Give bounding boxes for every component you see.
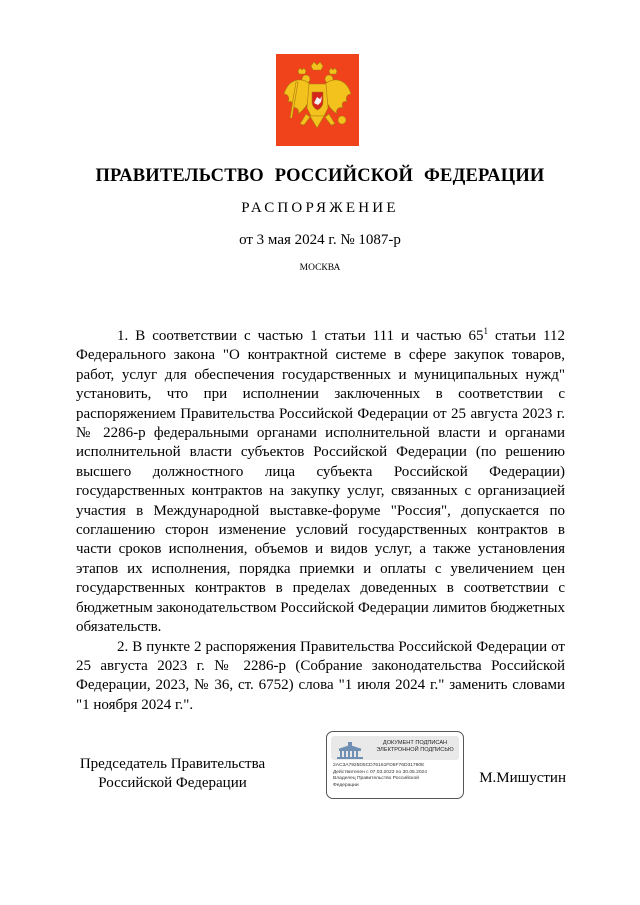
document-city: МОСКВА [299, 263, 341, 273]
russian-coat-of-arms-icon [276, 54, 359, 146]
signatory-position-line-1: Председатель Правительства [79, 756, 266, 772]
stamp-title-line-2: ЭЛЕКТРОННОЙ ПОДПИСЬЮ [376, 747, 454, 753]
paragraph-1-part-a: 1. В соответствии с частью 1 статьи 111 и частью 65 [117, 328, 484, 344]
stamp-header [331, 736, 459, 760]
signatory-position-line-2: Российской Федерации [98, 775, 247, 792]
government-title: ПРАВИТЕЛЬСТВО РОССИЙСКОЙ ФЕДЕРАЦИИ [95, 166, 545, 186]
stamp-owner-line-1: Владелец Правительство Российской [333, 776, 419, 782]
coat-of-arms-emblem [276, 54, 359, 146]
government-building-icon [335, 741, 365, 759]
paragraph-1-superscript: 1 [483, 326, 488, 336]
stamp-title-line-1: ДОКУМЕНТ ПОДПИСАН [382, 740, 448, 746]
stamp-certificate-info [333, 763, 459, 790]
paragraph-1-part-b: статьи 112 Федерального закона "О контрактной системе в сфере закупок товаров, работ, услуг для обеспечения государственных и муниципальных нужд" установить, что при исполнении заключенных в соответствии с распоряжением Правительства Российской Федерации от 25 августа 2023 г. № 2286-р федеральными органами исполнительной власти и органами исполнительной власти субъектов Российской Федерации (по решению высшего должностного лица субъекта Российской Федерации) государственных контрактов на закупку услуг, связанных с организацией участия в Международной выставке-форуме "Россия", допускается по соглашению сторон изменение условий государственных контрактов в части сроков исполнения, объемов и видов услуг, а также установления этапов их исполнения, порядка приемки и оплаты с увеличением цен государственных контрактов в пределах доведенных в соответствии с бюджетным законодательством Российской Федерации лимитов бюджетных обязательств. [76, 328, 565, 636]
stamp-validity: Действителен с 07.03.2023 по 30.05.2024 [333, 769, 427, 775]
paragraph-2: 2. В пункте 2 распоряжения Правительства Российской Федерации от 25 августа 2023 г. № 2286-р (Собрание законодательства Российской Федерации, 2023, № 36, ст. 6752) слова "1 июля 2024 г." заменить словами "1 ноября 2024 г.". [76, 638, 565, 713]
electronic-signature-stamp [326, 731, 464, 799]
stamp-title [369, 740, 461, 754]
signatory-name: М.Мишустин [479, 770, 566, 786]
document-type: РАСПОРЯЖЕНИЕ [241, 200, 399, 216]
stamp-owner-line-2: Федерации [333, 783, 359, 789]
signatory-position [70, 755, 275, 794]
document-date-number: от 3 мая 2024 г. № 1087-р [239, 232, 401, 248]
paragraph-1 [76, 327, 565, 638]
document-body [76, 327, 565, 715]
stamp-certificate-number: 2AC3A7925D5CD76161FD5F76D31790E [333, 763, 425, 768]
